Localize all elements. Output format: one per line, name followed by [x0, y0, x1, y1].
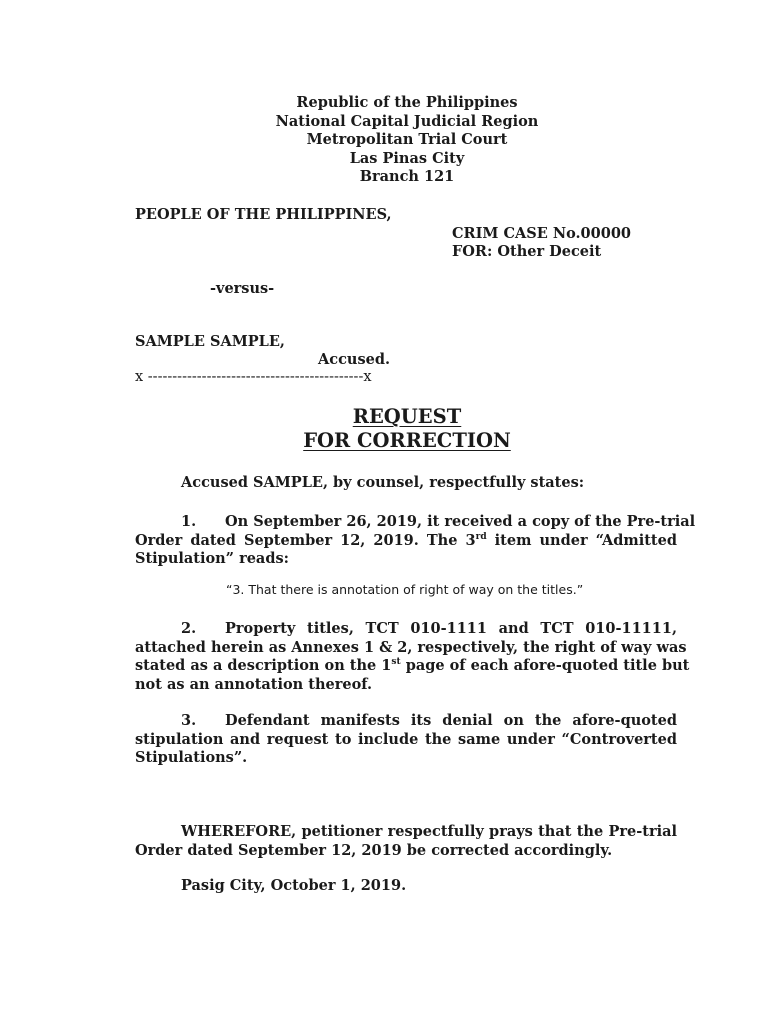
- paragraph-1-number: 1.: [181, 513, 197, 530]
- paragraph-1-line1: On September 26, 2019, it received a copy of the Pre-trial: [225, 513, 696, 530]
- accused-name: SAMPLE SAMPLE,: [135, 333, 285, 350]
- paragraph-2-number: 2.: [181, 620, 197, 637]
- paragraph-3-line3: Stipulations”.: [135, 749, 248, 766]
- header-city: Las Pinas City: [349, 149, 465, 167]
- header-region: National Capital Judicial Region: [275, 112, 539, 130]
- document-title-line2: FOR CORRECTION: [303, 429, 511, 452]
- case-number: CRIM CASE No.00000: [452, 225, 631, 242]
- paragraph-1-line2a: Order dated September 12, 2019. The 3: [135, 531, 476, 549]
- caption-divider: x --------------------------------------------x: [135, 369, 372, 385]
- paragraph-3-line2: stipulation and request to include the same under “Controverted: [135, 730, 677, 748]
- ordinal-suffix: rd: [475, 531, 487, 542]
- case-offense: FOR: Other Deceit: [452, 243, 602, 260]
- paragraph-1-line3: Stipulation” reads:: [135, 550, 289, 567]
- prayer-line1: WHEREFORE, petitioner respectfully prays that the Pre-trial: [181, 823, 677, 840]
- prayer-line2: Order dated September 12, 2019 be corrected accordingly.: [135, 841, 613, 859]
- intro-statement: Accused SAMPLE, by counsel, respectfully states:: [181, 474, 585, 491]
- paragraph-2-line3a: stated as a description on the 1: [135, 657, 392, 674]
- paragraph-3-number: 3.: [181, 712, 197, 729]
- accused-label: Accused.: [318, 351, 391, 368]
- paragraph-2: [135, 620, 690, 694]
- place-and-date: Pasig City, October 1, 2019.: [181, 877, 407, 894]
- header-republic: Republic of the Philippines: [296, 94, 518, 111]
- paragraph-1-line2b: item under “Admitted: [486, 531, 677, 549]
- versus-label: -versus-: [210, 280, 275, 297]
- court-header: [0, 94, 768, 187]
- quoted-stipulation: “3. That there is annotation of right of way on the titles.”: [226, 582, 584, 597]
- prayer-paragraph: [135, 823, 677, 860]
- paragraph-2-line1: Property titles, TCT 010-1111 and TCT 010-11111,: [225, 620, 677, 637]
- paragraph-3-line1: Defendant manifests its denial on the afore-quoted: [225, 712, 677, 729]
- paragraph-2-line4: not as an annotation thereof.: [135, 675, 373, 693]
- plaintiff-name: PEOPLE OF THE PHILIPPINES,: [135, 206, 392, 223]
- paragraph-2-line2: attached herein as Annexes 1 & 2, respectively, the right of way was: [135, 638, 687, 656]
- document-title-line1: REQUEST: [352, 405, 462, 428]
- ordinal-suffix: st: [391, 657, 401, 667]
- paragraph-1: [135, 513, 696, 569]
- paragraph-3: [135, 712, 677, 768]
- header-court: Metropolitan Trial Court: [306, 131, 508, 148]
- header-branch: Branch 121: [359, 168, 455, 185]
- paragraph-2-line3b: page of each afore-quoted title but: [400, 657, 690, 674]
